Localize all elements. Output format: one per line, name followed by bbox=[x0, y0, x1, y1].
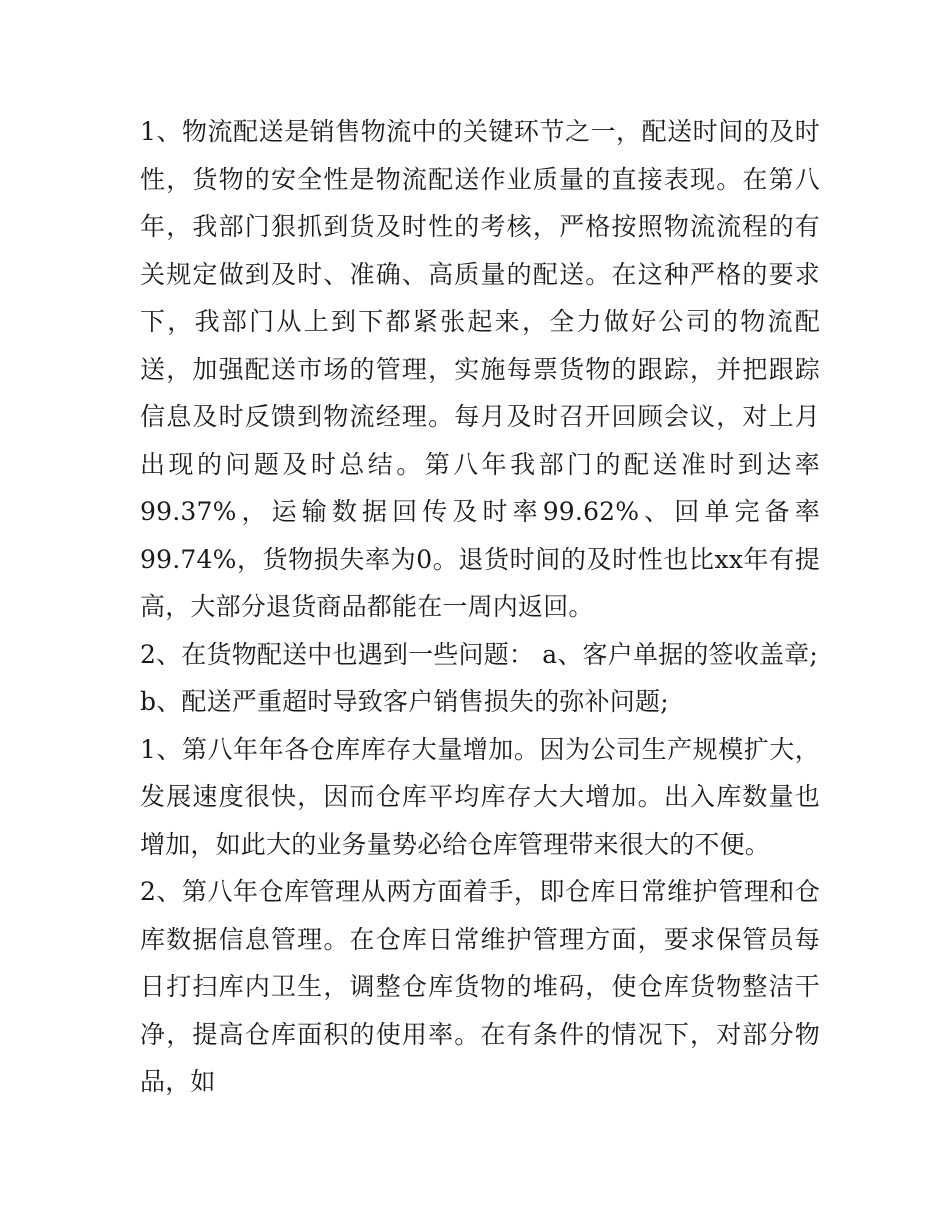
paragraph-delivery-overview: 1、物流配送是销售物流中的关键环节之一，配送时间的及时性，货物的安全性是物流配送作业质量的直接表现。在第八年，我部门狠抓到货及时性的考核，严格按照物流流程的有关规定做到及时、准确、高质量的配送。在这种严格的要求下，我部门从上到下都紧张起来，全力做好公司的物流配送，加强配送市场的管理，实施每票货物的跟踪，并把跟踪信息及时反馈到物流经理。每月及时召开回顾会议，对上月出现的问题及时总结。第八年我部门的配送准时到达率99.37%，运输数据回传及时率99.62%、回单完备率99.74%，货物损失率为0。退货时间的及时性也比xx年有提高，大部分退货商品都能在一周内返回。 bbox=[140, 117, 820, 621]
paragraph-warehouse-inventory: 1、第八年年各仓库库存大量增加。因为公司生产规模扩大，发展速度很快，因而仓库平均库存大大增加。出入库数量也增加，如此大的业务量势必给仓库管理带来很大的不便。 bbox=[140, 734, 820, 859]
paragraph-delivery-problems: 2、在货物配送中也遇到一些问题： a、客户单据的签收盖章; bbox=[140, 639, 818, 669]
paragraph-warehouse-management: 2、第八年仓库管理从两方面着手，即仓库日常维护管理和仓库数据信息管理。在仓库日常维护管理方面，要求保管员每日打扫库内卫生，调整仓库货物的堆码，使仓库货物整洁干净，提高仓库面积的使用率。在有条件的情况下，对部分物品，如 bbox=[140, 877, 820, 1096]
paragraph-delivery-compensation: b、配送严重超时导致客户销售损失的弥补问题; bbox=[140, 687, 669, 716]
document-body bbox=[140, 108, 820, 1106]
